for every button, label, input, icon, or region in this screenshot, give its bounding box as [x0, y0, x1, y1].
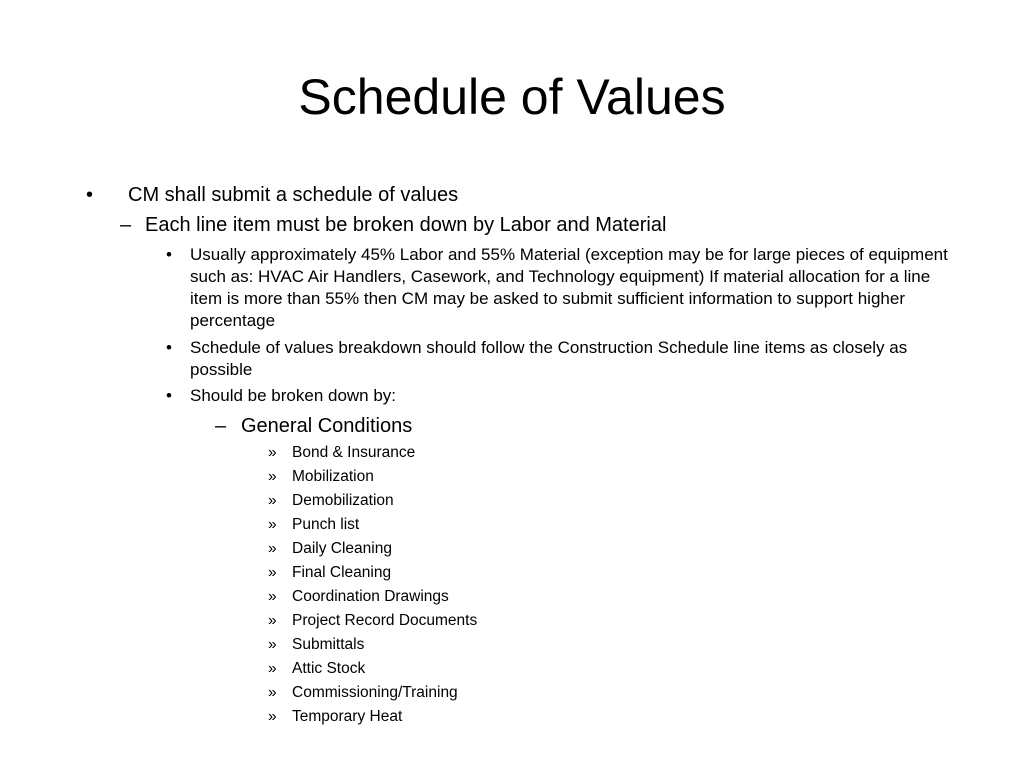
dash-marker: – — [215, 415, 227, 437]
slide-title: Schedule of Values — [298, 69, 726, 125]
list-item: Project Record Documents — [292, 612, 478, 629]
list-marker: » — [268, 588, 277, 605]
bullet-marker: • — [166, 338, 172, 357]
list-marker: » — [268, 516, 277, 533]
list-marker: » — [268, 468, 277, 485]
bullet-marker: • — [86, 184, 94, 206]
bullet-general-conditions: General Conditions — [241, 415, 413, 437]
bullet-labor-material: Usually approximately 45% Labor and 55% Material (exception may be for large pieces of equipment such as: HVAC Air Handlers, Casework, and Technology equipment) If material allocation for a line item is more than 55% then CM may be asked to submit sufficient information to support higher percentage — [190, 245, 948, 330]
list-item: Coordination Drawings — [292, 588, 449, 605]
list-item: Bond & Insurance — [292, 444, 416, 461]
list-marker: » — [268, 444, 277, 461]
list-item: Demobilization — [292, 492, 394, 509]
bullet-line-item: Each line item must be broken down by Labor and Material — [145, 214, 667, 236]
list-item: Final Cleaning — [292, 564, 392, 581]
list-item: Submittals — [292, 636, 365, 653]
dash-marker: – — [120, 214, 132, 236]
list-item: Punch list — [292, 516, 360, 533]
list-marker: » — [268, 708, 277, 725]
list-marker: » — [268, 636, 277, 653]
list-marker: » — [268, 492, 277, 509]
bullet-broken-down-by: Should be broken down by: — [190, 386, 397, 405]
list-marker: » — [268, 612, 277, 629]
list-item: Daily Cleaning — [292, 540, 392, 557]
bullet-marker: • — [166, 245, 172, 264]
list-marker: » — [268, 660, 277, 677]
list-item: Mobilization — [292, 468, 374, 485]
list-marker: » — [268, 564, 277, 581]
list-marker: » — [268, 684, 277, 701]
list-marker: » — [268, 540, 277, 557]
bullet-cm-submit: CM shall submit a schedule of values — [128, 184, 459, 206]
bullet-marker: • — [166, 386, 172, 405]
bullet-schedule-breakdown: Schedule of values breakdown should follow the Construction Schedule line items as closely as possible — [190, 338, 908, 379]
list-item: Attic Stock — [292, 660, 366, 677]
list-item: Commissioning/Training — [292, 684, 458, 701]
list-item: Temporary Heat — [292, 708, 403, 725]
